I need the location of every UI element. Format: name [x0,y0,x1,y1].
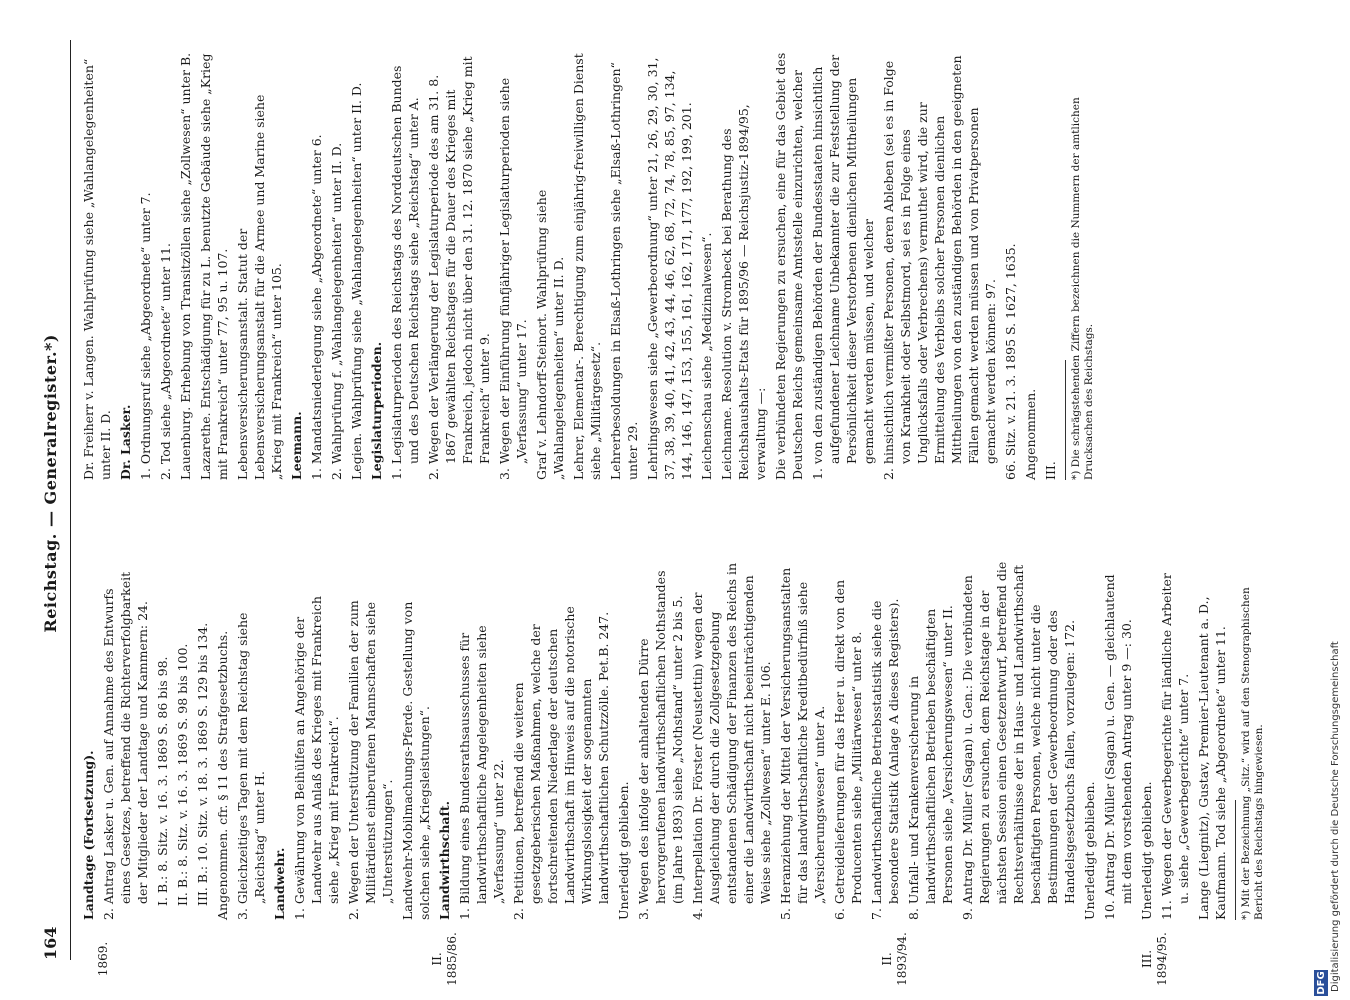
entry-text: 7. Landwirthschaftliche Betriebsstatistik siehe die besondere Statistik (Anlage A dieses Registers). [869,598,901,920]
footnote: *) Mit der Bezeichnung „Sitz.“ wird auf den Stenographischen Bericht des Reichstags hingewiesen. [1240,587,1265,920]
entry-text: 2. Petitionen, betreffend die weiteren gesetzgeberischen Maßnahmen, welche der fortschreitenden Niederlage der deutschen Landwirthschaft im Hinweis auf die notorische Wirkungslosigkeit der sogenannten landwirthschaftlichen Schutzzölle. Pet.B. 247. [511,606,611,920]
entry-text: 1. Legislaturperioden des Reichstags des Norddeutschen Bundes und des Deutschen Reichstags siehe „Reichstag“ unter A. [389,65,421,480]
entry-heading: Dr. Freiherr v. Langen. Wahlprüfung siehe „Wahlangelegenheiten“ unter II. D. [81,58,113,480]
left-column [80,560,1269,920]
entry-text: 2. hinsichtlich vermißter Personen, deren Ableben (sei es in Folge von Krankheit oder Selbstmord, sei es in Folge eines Unglücksfalls oder Verbrechens) vermuthet wird, die zur Ermittelung des Verbleibs solcher Personen dienlichen Mittheilungen von den zuständigen Behörden in den geeigneten Fällen gemacht werden müssen und von Privatpersonen gemacht werden können: 97. [881,55,998,480]
entry-text: 10. Antrag Dr. Müller (Sagan) u. Gen. — gleichlautend mit dem vorstehenden Antrag unter 9 —: 30. [1102,574,1134,920]
entry-text: III. B.: 10. Sitz. v. 18. 3. 1869 S. 129 bis 134. [195,622,210,906]
entry-text: Unerledigt geblieben. [616,781,631,920]
entry-heading: Landwehr-Mobilmachungs-Pferde. Gestellung von solchen siehe „Kriegsleistungen“. [400,601,432,920]
entry-text: Angenommen. cfr. § 11 des Strafgesetzbuchs. [215,630,230,920]
entry-text: 2. Antrag Lasker u. Gen. auf Annahme des Entwurfs eines Gesetzes, betreffend die Richterverfolgbarkeit der Mitglieder der Landtage und Kammern: 24. [101,571,150,920]
right-column [80,50,1099,480]
year-label: II. 1885/86. [430,932,459,986]
entry-text: 2. Wahlprüfung f. „Wahlangelegenheiten“ unter II. D. [329,142,344,480]
entry-text: Unerledigt geblieben. [1082,781,1097,920]
entry-text: 1. Mandatsniederlegung siehe „Abgeordnete“ unter 6. [309,134,324,480]
entry-text: Die verbündeten Regierungen zu ersuchen, eine für das Gebiet des Deutschen Reichs gemeinsame Amtsstelle einzurichten, welcher [773,52,805,480]
year-label: II. 1893/94. [880,932,909,986]
footnote: *) Die schrägstehenden Ziffern bezeichnen die Nummern der amtlichen Drucksachen des Reichstags. [1070,97,1095,480]
entry-heading: Lange (Liegnitz), Gustav, Premier-Lieutenant a. D., Kaufmann. Tod siehe „Abgeordnete“ unter 11. [1196,596,1228,920]
entry-text: 1. Bildung eines Bundesrathsausschusses für landwirthschaftliche Angelegenheiten siehe „Verfassung“ unter 22. [457,625,506,920]
entry-text: 1. Gewährung von Beihülfen an Angehörige der Landwehr aus Anlaß des Krieges mit Frankreich siehe „Krieg mit Frankreich“. [292,596,341,920]
entry-text: 2. Wegen der Unterstützung der Familien der zum Militärdienst einberufenen Mannschaften siehe „Unterstützungen“. [346,600,395,920]
page-title [41,334,60,633]
entry-text: 3. Wegen des infolge der anhaltenden Dürre hervorgerufenen landwirthschaftlichen Nothstandes (im Jahre 1893) siehe „Nothstand“ unter 2 bis 5. [636,570,685,920]
entry-text: 2. Tod siehe „Abgeordnete“ unter 11. [158,243,173,480]
page-number: 164 [40,926,60,960]
entry-heading: Landwirthschaft. [437,800,452,920]
entry-text: 5. Heranziehung der Mittel der Versicherungsanstalten für das landwirthschaftliche Kreditbedürfniß siehe „Versicherungswesen“ unter A. [778,567,827,920]
year-label: III. 1894/95. [1140,932,1169,986]
entry-text: 9. Antrag Dr. Müller (Sagan) u. Gen.: Die verbündeten Regierungen zu ersuchen, dem Reichstage in der nächsten Session einen Gesetzentwurf, betreffend die Rechtsverhältnisse der in Haus- und Landwirthschaft beschäftigten Personen, welche nicht unter die Bestimmungen der Gewerbeordnung oder des Handelsgesetzbuchs fallen, vorzulegen: 172. [960,561,1077,920]
entry-text: 3. Gleichzeitiges Tagen mit dem Reichstag siehe „Reichstag“ unter H. [235,612,267,920]
entry-text: 66. Sitz. v. 21. 3. 1895 S. 1627, 1635. [1003,243,1018,480]
header-subtitle: Generalregister.*) [40,334,60,505]
header-title: Reichstag. [40,533,60,633]
entry-heading: Lehrerbesoldungen in Elsaß-Lothringen siehe „Elsaß-Lothringen“ unter 29. [608,62,640,480]
header-dash: — [40,510,60,528]
entry-heading: Landtage (Fortsetzung). [81,750,96,920]
entry-heading: Lebensversicherungsanstalt. Statut der Lebensversicherungsanstalt für die Armee und Marine siehe „Krieg mit Frankreich“ unter 105. [235,94,284,480]
digitization-note: Digitalisierung gefördert durch die Deutsche Forschungsgemeinschaft [1330,641,1341,992]
page-header [30,40,71,960]
footnote-rule [1235,800,1236,920]
entry-heading: Leichname. Resolution v. Strombeck bei Berathung des Reichshaushalts-Etats für 1895/96 — Reichsjustiz-1894/95, verwaltung —: [719,104,768,480]
entry-heading: Legislaturperioden. [369,341,384,480]
footnote-rule [1065,360,1066,480]
entry-heading: Lehrer, Elementar-. Berechtigung zum einjährig-freiwilligen Dienst siehe „Militärgesetz“. [571,53,603,480]
entry-heading: Leichenschau siehe „Medizinalwesen“. [699,232,714,480]
entry-text: 11. Wegen der Gewerbegerichte für ländliche Arbeiter u. siehe „Gewerbegerichte“ unter 7. [1159,573,1191,920]
entry-text: 2. Wegen der Verlängerung der Legislaturperiode des am 31. 8. 1867 gewählten Reichstages für die Dauer des Krieges mit Frankreich, jedoch nicht über den 31. 12. 1870 siehe „Krieg mit Frankreich“ unter 9. [426,56,492,480]
entry-heading: Lauenburg. Erhebung von Transitzöllen siehe „Zollwesen“ unter B. [178,52,193,480]
entry-text: 6. Getreidelieferungen für das Heer u. direkt von den Producenten siehe „Militärwesen“ unter 8. [832,579,864,920]
entry-text: Unerledigt geblieben. [1139,781,1154,920]
entry-text: 1. von den zuständigen Behörden der Bundesstaaten hinsichtlich aufgefundener Leichname Unbekannter die zur Feststellung der Persönlichkeit dieser Verstorbenen dienlichen Mittheilungen gemacht werden müssen, und welcher [810,54,876,480]
entry-text: II. B.: 8. Sitz. v. 16. 3. 1869 S. 98 bis 100. [175,643,190,906]
entry-text: 8. Unfall- und Krankenversicherung in landwirthschaftlichen Betrieben beschäftigten Personen siehe „Versicherungswesen“ unter II. [906,605,955,920]
entry-text: 4. Interpellation Dr. Förster (Neustettin) wegen der Ausgleichung der durch die Zollgesetzgebung entstandenen Schädigung der Finanzen des Reichs in einer die Landwirthschaft nicht beeinträchtigenden Weise siehe „Zollwesen“ unter E. 106. [690,562,773,920]
entry-heading: Leemann. [289,411,304,480]
dfg-logo: DFG [1315,971,1327,995]
entry-heading: Graf v. Lehndorff-Steinort. Wahlprüfung siehe „Wahlangelegenheiten“ unter II. D. [534,189,566,480]
year-label: 1869. [96,941,110,977]
entry-heading: Lehrlingswesen siehe „Gewerbeordnung“ unter 21, 26, 29, 30, 31, 37, 38, 39, 40, 41, 42, 43, 44, 46, 62, 68, 72, 74, 78, 85, 97, 134, 144, 146, 147, 153, 155, 161, 162, 171, 177, 192, 199, 201. [645,57,694,480]
entry-heading: Legien. Wahlprüfung siehe „Wahlangelegenheiten“ unter II. D. [349,82,364,480]
entry-text: Angenommen. [1023,388,1038,480]
entry-heading: Lazarethe. Entschädigung für zu L. benutzte Gebäude siehe „Krieg mit Frankreich“ unter 77, 95 u. 107. [198,53,230,480]
entry-heading: Dr. Lasker. [118,404,133,480]
session-label: III. [1043,461,1058,480]
entry-text: 3. Wegen der Einführung fünfjähriger Legislaturperioden siehe „Verfassung“ unter 17. [497,77,529,480]
entry-text: I. B.: 8. Sitz. v. 16. 3. 1869 S. 86 bis 98. [155,656,170,906]
entry-heading: Landwehr. [272,847,287,920]
entry-text: 1. Ordnungsruf siehe „Abgeordnete“ unter 7. [138,192,153,480]
